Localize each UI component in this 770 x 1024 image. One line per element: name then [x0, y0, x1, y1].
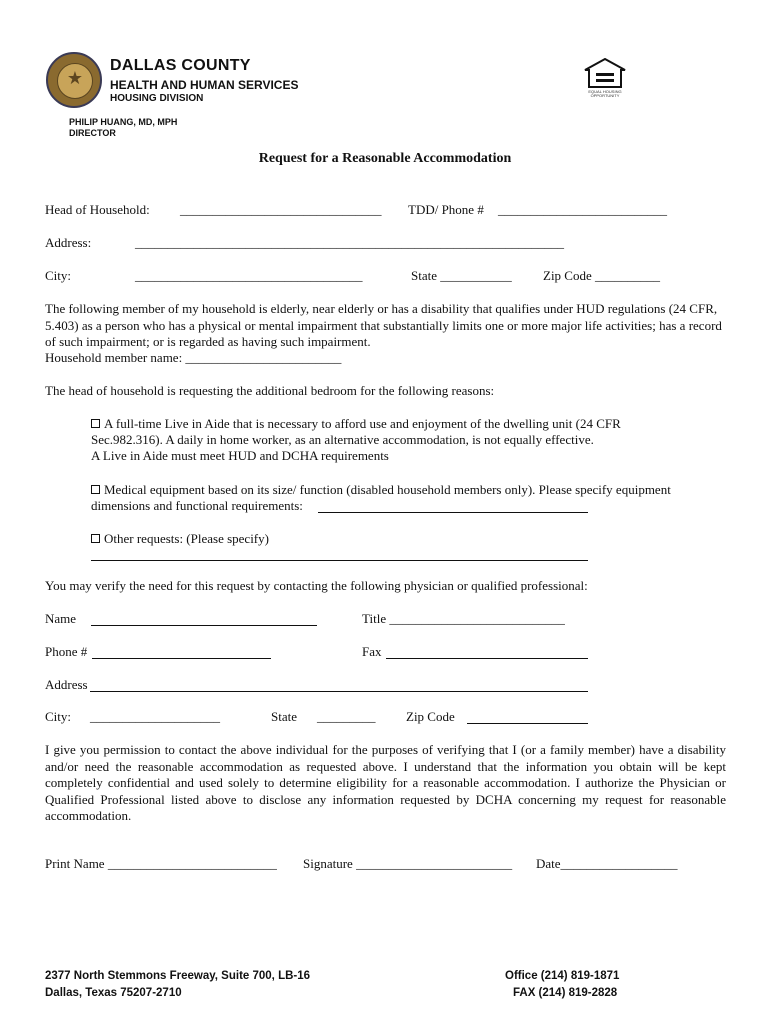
reasons-intro: The head of household is requesting the additional bedroom for the following reasons:	[45, 383, 495, 398]
physician-address-label: Address	[45, 677, 88, 692]
medical-line1: Medical equipment based on its size/ function (disabled household members only). Please specify equipment	[104, 482, 671, 497]
physician-title-field[interactable]: Title ___________________________	[362, 611, 565, 626]
tdd-phone-label: TDD/ Phone #	[408, 202, 484, 217]
head-of-household-field[interactable]: _______________________________	[180, 202, 382, 217]
director-name: PHILIP HUANG, MD, MPH	[69, 117, 178, 127]
other-requests-field[interactable]	[91, 560, 588, 561]
division-name: HOUSING DIVISION	[110, 93, 204, 104]
medical-requirements-field[interactable]	[318, 512, 588, 513]
equal-housing-icon	[583, 58, 627, 88]
consent-paragraph: I give you permission to contact the above individual for the purposes of verifying that I (or a family member) have a disability and/or need the reasonable accommodation as requested above. I understand that the information you obtain will be kept completely confidential and used solely to determine eligibility for a reasonable accommodation. I authorize the Physician or Qualified Professional listed above to disclose any information requested by DCHA concerning my request for reasonable accommodation.	[45, 742, 726, 823]
physician-city-field[interactable]: ____________________	[90, 709, 220, 724]
physician-fax-label: Fax	[362, 644, 382, 659]
signature-field[interactable]: Signature ________________________	[303, 856, 513, 871]
tdd-phone-field[interactable]: __________________________	[498, 202, 667, 217]
address-field[interactable]: __________________________________________________________________	[135, 235, 564, 250]
member-eligibility-paragraph: The following member of my household is elderly, near elderly or has a disability that qualifies under HUD regulations (24 CFR, 5.403) as a person who has a physical or mental impairment that substantially limits one or more major life activities; has a record of such impairment; or is regarded as having such impairment.	[45, 301, 722, 349]
footer-office-phone: Office (214) 819-1871	[505, 970, 620, 982]
medical-equipment-checkbox[interactable]	[91, 485, 100, 494]
physician-city-label: City:	[45, 709, 72, 724]
address-label: Address:	[45, 235, 92, 250]
state-field[interactable]: State ___________	[411, 268, 512, 283]
equal-housing-text: EQUAL HOUSING OPPORTUNITY	[588, 89, 622, 98]
physician-zip-label: Zip Code	[406, 709, 455, 724]
physician-zip-field[interactable]	[467, 723, 588, 724]
date-field[interactable]: Date__________________	[536, 856, 678, 871]
live-in-aide-line1: A full-time Live in Aide that is necessary to afford use and enjoyment of the dwelling unit (24 CFR	[104, 416, 621, 431]
physician-state-field[interactable]: _________	[317, 709, 376, 724]
live-in-aide-line3: A Live in Aide must meet HUD and DCHA requirements	[91, 448, 389, 463]
live-in-aide-line2: Sec.982.316). A daily in home worker, as an alternative accommodation, is not equally effective.	[91, 432, 594, 447]
physician-name-label: Name	[45, 611, 77, 626]
physician-address-field[interactable]	[90, 691, 588, 692]
director-title: DIRECTOR	[69, 128, 116, 138]
dept-name: HEALTH AND HUMAN SERVICES	[110, 78, 299, 92]
footer-address-line1: 2377 North Stemmons Freeway, Suite 700, LB-16	[45, 970, 311, 982]
verify-intro: You may verify the need for this request by contacting the following physician or qualified professional:	[45, 578, 588, 593]
city-label: City:	[45, 268, 72, 283]
live-in-aide-checkbox[interactable]	[91, 419, 100, 428]
county-seal-logo: ★	[46, 52, 102, 108]
other-requests-checkbox[interactable]	[91, 534, 100, 543]
city-field[interactable]: ___________________________________	[135, 268, 363, 283]
physician-name-field[interactable]	[91, 625, 317, 626]
other-requests-label: Other requests: (Please specify)	[104, 531, 269, 546]
physician-fax-field[interactable]	[386, 658, 588, 659]
head-of-household-label: Head of Household:	[45, 202, 150, 217]
option-live-in-aide[interactable]	[91, 416, 621, 432]
medical-line2: dimensions and functional requirements:	[91, 498, 303, 513]
household-member-name-field[interactable]: Household member name: ________________________	[45, 350, 342, 365]
physician-phone-label: Phone #	[45, 644, 88, 659]
footer-fax: FAX (214) 819-2828	[513, 987, 618, 999]
physician-phone-field[interactable]	[92, 658, 271, 659]
form-title: Request for a Reasonable Accommodation	[258, 151, 512, 166]
footer-address-line2: Dallas, Texas 75207-2710	[45, 987, 182, 999]
option-other[interactable]	[91, 531, 269, 547]
print-name-field[interactable]: Print Name __________________________	[45, 856, 277, 871]
zip-field[interactable]: Zip Code __________	[543, 268, 660, 283]
option-medical-equipment[interactable]	[91, 482, 671, 498]
org-name: DALLAS COUNTY	[110, 57, 251, 74]
physician-state-label: State	[271, 709, 297, 724]
